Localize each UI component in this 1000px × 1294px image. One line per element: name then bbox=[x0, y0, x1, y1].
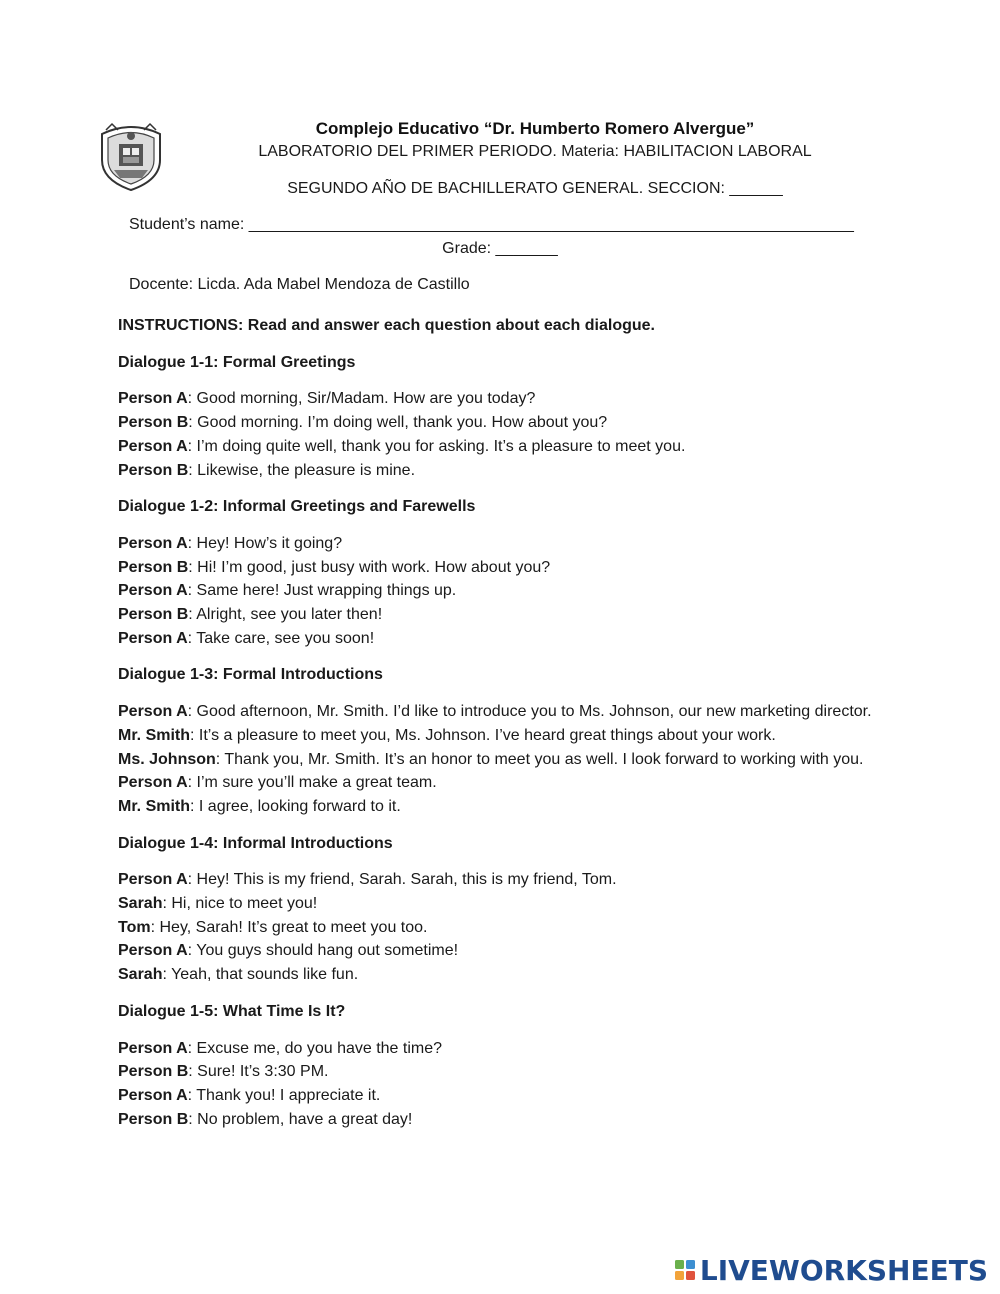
dialogue-line bbox=[118, 724, 888, 748]
dialogue-line bbox=[118, 532, 888, 556]
dialogue-line bbox=[118, 868, 888, 892]
line-text: : Thank you! I appreciate it. bbox=[187, 1086, 381, 1104]
dialogue-line bbox=[118, 435, 888, 459]
dialogue-line bbox=[118, 916, 888, 940]
line-text: : Hey! This is my friend, Sarah. Sarah, this is my friend, Tom. bbox=[187, 871, 617, 889]
speaker: Mr. Smith bbox=[118, 726, 191, 744]
line-text: : Yeah, that sounds like fun. bbox=[162, 966, 359, 984]
dialogue-line bbox=[118, 459, 888, 483]
line-text: : Hey, Sarah! It’s great to meet you too. bbox=[150, 918, 428, 936]
speaker: Person A bbox=[118, 582, 188, 600]
dialogue-line bbox=[118, 603, 888, 627]
line-text: : Hey! How’s it going? bbox=[187, 534, 343, 552]
speaker: Person A bbox=[118, 437, 188, 455]
speaker: Person A bbox=[118, 942, 188, 960]
speaker: Ms. Johnson bbox=[118, 750, 216, 768]
speaker: Person A bbox=[118, 1086, 188, 1104]
speaker: Person A bbox=[118, 534, 188, 552]
dialogue-title: Dialogue 1-3: Formal Introductions bbox=[118, 666, 383, 684]
dialogue-1-2 bbox=[118, 495, 888, 650]
line-text: : I’m sure you’ll make a great team. bbox=[187, 774, 437, 792]
line-text: : You guys should hang out sometime! bbox=[187, 942, 459, 960]
dialogue-line bbox=[118, 1084, 888, 1108]
line-text: : Good morning, Sir/Madam. How are you today? bbox=[187, 390, 536, 408]
dialogue-title: Dialogue 1-1: Formal Greetings bbox=[118, 353, 356, 371]
speaker: Person B bbox=[118, 1063, 189, 1081]
line-text: : Hi, nice to meet you! bbox=[162, 895, 318, 913]
teacher-name: Docente: Licda. Ada Mabel Mendoza de Castillo bbox=[129, 276, 470, 293]
line-text: : Thank you, Mr. Smith. It’s an honor to meet you as well. I look forward to working with you. bbox=[215, 750, 864, 768]
speaker: Person A bbox=[118, 774, 188, 792]
speaker: Person A bbox=[118, 390, 188, 408]
line-text: : It’s a pleasure to meet you, Ms. Johnson. I’ve heard great things about your work. bbox=[190, 726, 776, 744]
dialogue-line bbox=[118, 387, 888, 411]
line-text: : Sure! It’s 3:30 PM. bbox=[188, 1063, 329, 1081]
speaker: Person B bbox=[118, 558, 189, 576]
line-text: : I agree, looking forward to it. bbox=[190, 797, 401, 815]
speaker: Sarah bbox=[118, 966, 163, 984]
dialogue-line bbox=[118, 771, 888, 795]
grade-section: SEGUNDO AÑO DE BACHILLERATO GENERAL. SECCION: ______ bbox=[287, 180, 783, 197]
liveworksheets-mark-icon bbox=[675, 1258, 697, 1282]
grade-field: Grade: _______ bbox=[442, 240, 558, 257]
speaker: Person A bbox=[118, 629, 188, 647]
dialogue-line bbox=[118, 1037, 888, 1061]
student-name-field: Student’s name: ____________________________________________________________________ bbox=[129, 216, 854, 233]
line-text: : I’m doing quite well, thank you for asking. It’s a pleasure to meet you. bbox=[187, 437, 686, 455]
dialogue-line bbox=[118, 700, 888, 724]
worksheet-content bbox=[118, 314, 888, 1144]
liveworksheets-wordmark: LIVEWORKSHEETS bbox=[699, 1253, 988, 1287]
dialogue-line bbox=[118, 748, 888, 772]
speaker: Sarah bbox=[118, 895, 163, 913]
line-text: : Good afternoon, Mr. Smith. I’d like to introduce you to Ms. Johnson, our new marketing director. bbox=[187, 703, 872, 721]
dialogue-1-5 bbox=[118, 1000, 888, 1132]
dialogue-line bbox=[118, 1060, 888, 1084]
speaker: Person A bbox=[118, 871, 188, 889]
line-text: : Hi! I’m good, just busy with work. How about you? bbox=[188, 558, 551, 576]
school-name: Complejo Educativo “Dr. Humberto Romero Alvergue” bbox=[315, 119, 755, 138]
speaker: Person B bbox=[118, 461, 189, 479]
dialogue-title: Dialogue 1-4: Informal Introductions bbox=[118, 834, 393, 852]
line-text: : Likewise, the pleasure is mine. bbox=[188, 461, 416, 479]
dialogue-line bbox=[118, 627, 888, 651]
dialogue-line bbox=[118, 556, 888, 580]
line-text: : No problem, have a great day! bbox=[188, 1110, 413, 1128]
line-text: : Excuse me, do you have the time? bbox=[187, 1039, 443, 1057]
dialogue-1-3 bbox=[118, 663, 888, 818]
lab-subject: LABORATORIO DEL PRIMER PERIODO. Materia: HABILITACION LABORAL bbox=[258, 143, 812, 160]
school-crest-logo bbox=[92, 122, 170, 192]
speaker: Person B bbox=[118, 1110, 189, 1128]
dialogue-line bbox=[118, 1108, 888, 1132]
dialogue-line bbox=[118, 579, 888, 603]
dialogue-line bbox=[118, 411, 888, 435]
speaker: Person A bbox=[118, 1039, 188, 1057]
speaker: Mr. Smith bbox=[118, 797, 191, 815]
liveworksheets-logo[interactable] bbox=[675, 1255, 988, 1285]
line-text: : Good morning. I’m doing well, thank you. How about you? bbox=[188, 414, 608, 432]
speaker: Person B bbox=[118, 606, 189, 624]
speaker: Person A bbox=[118, 703, 188, 721]
speaker: Person B bbox=[118, 414, 189, 432]
dialogue-title: Dialogue 1-5: What Time Is It? bbox=[118, 1002, 346, 1020]
line-text: : Same here! Just wrapping things up. bbox=[187, 582, 457, 600]
dialogue-line bbox=[118, 892, 888, 916]
dialogue-line bbox=[118, 795, 888, 819]
dialogue-1-4 bbox=[118, 832, 888, 987]
line-text: : Alright, see you later then! bbox=[188, 606, 383, 624]
dialogue-line bbox=[118, 939, 888, 963]
speaker: Tom bbox=[118, 918, 151, 936]
instructions: INSTRUCTIONS: Read and answer each question about each dialogue. bbox=[118, 317, 655, 334]
dialogue-1-1 bbox=[118, 351, 888, 483]
dialogue-title: Dialogue 1-2: Informal Greetings and Farewells bbox=[118, 498, 476, 516]
dialogue-line bbox=[118, 963, 888, 987]
line-text: : Take care, see you soon! bbox=[187, 629, 375, 647]
